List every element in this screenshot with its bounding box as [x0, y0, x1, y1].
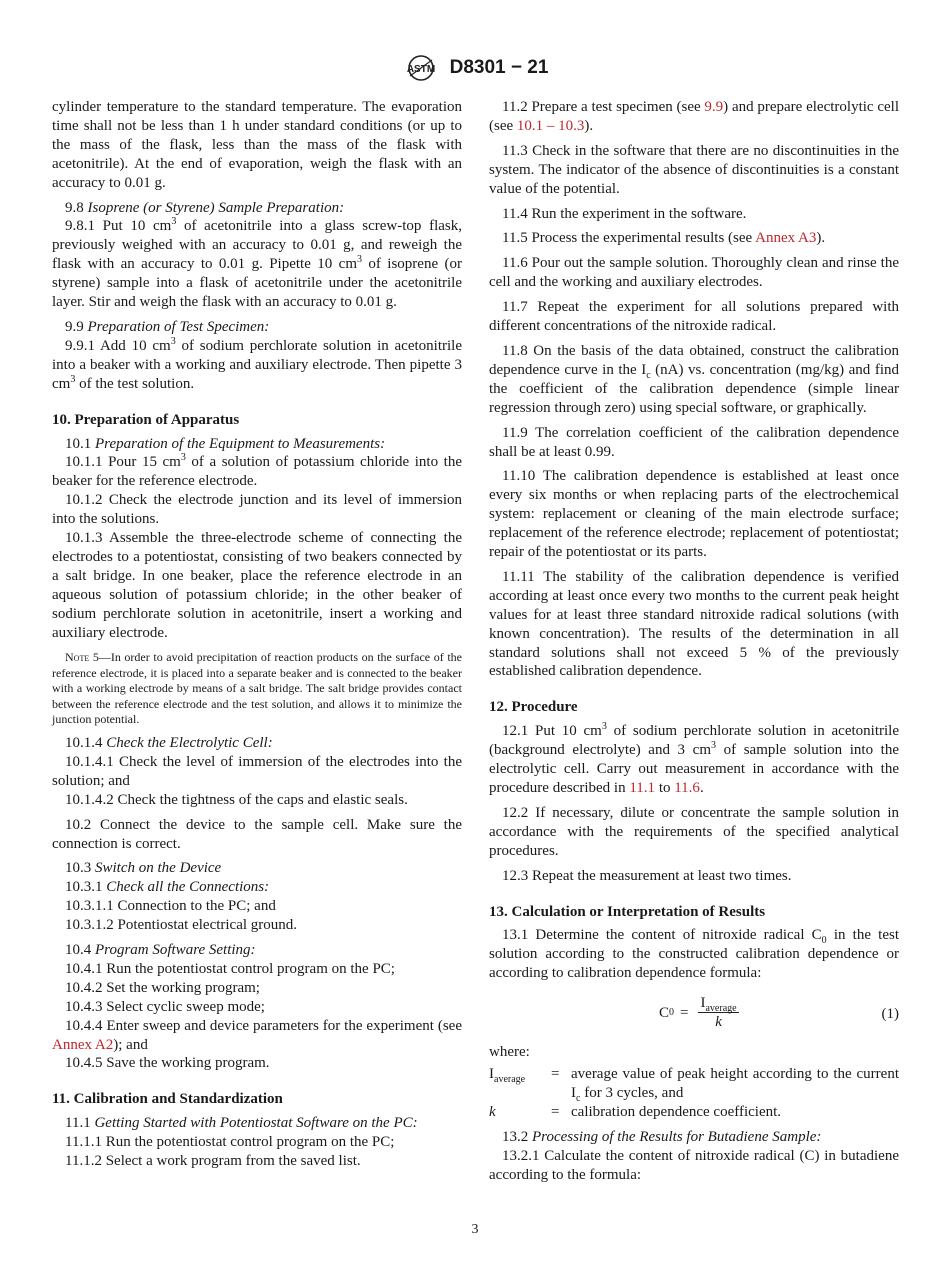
definition: calibration dependence coefficient.	[571, 1103, 782, 1120]
text: 12.3 Repeat the measurement at least two times.	[502, 867, 792, 884]
formula-numerator: I	[700, 995, 706, 1012]
note-label: Note 5	[65, 650, 99, 665]
paragraph	[52, 1152, 462, 1171]
paragraph	[489, 298, 899, 336]
text: 11.7 Repeat the experiment for all solutions prepared with different concentrations of the nitroxide radical.	[489, 299, 899, 335]
text: 11.1.2 Select a work program from the saved list.	[65, 1153, 361, 1170]
text: of isoprene (or styrene) sample into a flask of acetonitrile under the acetonitrile layer. Stir and weigh the flask with an accuracy to 0.01 g.	[52, 256, 462, 311]
text: 11.1	[65, 1115, 95, 1132]
text: 12.1 Put 10 cm	[502, 723, 602, 740]
paragraph	[52, 734, 462, 753]
equals: =	[551, 1066, 560, 1083]
text: 10.1.2 Check the electrode junction and its level of immersion into the solutions.	[52, 492, 462, 528]
text: 10.3	[65, 860, 95, 877]
paragraph	[52, 979, 462, 998]
formula-equals: =	[680, 1004, 689, 1021]
astm-logo-icon	[402, 54, 440, 82]
text: 10.1.4	[65, 734, 107, 751]
paragraph	[489, 254, 899, 292]
subsection-title: Preparation of the Equipment to Measurements:	[95, 435, 386, 452]
section-heading	[52, 411, 462, 430]
cross-reference-link[interactable]: Annex A3	[755, 230, 817, 247]
text: 12. Procedure	[489, 699, 578, 716]
text: 13. Calculation or Interpretation of Results	[489, 903, 766, 920]
text: ).	[584, 117, 594, 134]
paragraph	[489, 568, 899, 681]
symbol-sub: average	[494, 1074, 526, 1086]
paragraph	[489, 229, 899, 248]
equation-number: (1)	[881, 1006, 899, 1023]
definition-end: for 3 cycles, and	[580, 1084, 684, 1101]
paragraph	[52, 453, 462, 491]
text: 13.1 Determine the content of nitroxide radical C	[502, 927, 822, 944]
paragraph	[52, 318, 462, 337]
text: 10.3.1.1 Connection to the PC; and	[65, 898, 276, 915]
text: ) and prepare electrolytic cell (see	[489, 99, 899, 134]
text: 10.2 Connect the device to the sample cell. Make sure the connection is correct.	[52, 816, 462, 852]
paragraph	[52, 998, 462, 1017]
text: cylinder temperature to the standard temperature. The evaporation time shall not be less than 1 h under standard conditions (or up to the mass of the flask, less than the mass of the flask with acetonitrile). At the end of evaporation, weigh the flask with an accuracy to 0.01 g.	[52, 99, 462, 191]
text: —In order to avoid precipitation of reaction products on the surface of the reference electrode, it is placed into a separate beaker and is connected to the beaker with a working electrode by means of a salt bridge. The salt bridge provides contact between the reference electrode and the test solution, and allows it to minimize the junction potential.	[52, 650, 463, 727]
text: of sodium perchlorate solution in acetonitrile (background electrolyte) and 3 cm	[489, 723, 899, 759]
text: 10.3.1.2 Potentiostat electrical ground.	[65, 917, 298, 934]
text: of sodium perchlorate solution in acetonitrile into a beaker with a working and auxiliary electrode. Then pipette 3 cm	[52, 337, 462, 392]
equals: =	[551, 1103, 560, 1120]
section-heading	[489, 698, 899, 717]
paragraph	[52, 199, 462, 218]
text: 10.1.4.1 Check the level of immersion of the electrodes into the solution; and	[52, 753, 462, 789]
where-row	[489, 1103, 899, 1122]
where-label: where:	[489, 1044, 530, 1061]
superscript: 3	[711, 740, 716, 752]
cross-reference-link[interactable]: 11.1	[629, 780, 656, 796]
text: 12.2 If necessary, dilute or concentrate the sample solution in accordance with the requirements of the specified analytical procedures.	[489, 804, 899, 859]
text: 10.3.1	[65, 879, 107, 896]
subsection-title: Processing of the Results for Butadiene Sample:	[532, 1128, 822, 1145]
text: 11. Calibration and Standardization	[52, 1091, 283, 1108]
text: 11.8 On the basis of the data obtained, construct the calibration dependence curve in the I	[489, 342, 899, 378]
formula-numerator-sub: average	[705, 1003, 737, 1015]
text: 10.4.3 Select cyclic sweep mode;	[65, 998, 265, 1015]
paragraph	[52, 98, 462, 193]
text: of sample solution into the electrolytic cell. Carry out measurement in accordance with the procedure described in	[489, 742, 899, 796]
definition-sub: c	[576, 1092, 581, 1104]
cross-reference-link[interactable]: 9.9	[704, 99, 724, 115]
text: (nA) vs. concentration (mg/kg) and find the coefficient of the calibration dependence (simple linear regression through zero) using special software, or graphically.	[489, 361, 899, 416]
paragraph	[489, 722, 899, 798]
text: of a solution of potassium chloride into the beaker for the reference electrode.	[52, 454, 462, 490]
text: 10.4.2 Set the working program;	[65, 979, 260, 996]
superscript: 3	[170, 335, 176, 347]
paragraph	[489, 467, 899, 562]
text: 13.2.1 Calculate the content of nitroxide radical (C) in butadiene according to the formula:	[489, 1147, 899, 1183]
paragraph	[52, 217, 462, 312]
text: of the test solution.	[75, 375, 195, 392]
text: ); and	[113, 1036, 148, 1053]
text: 10.1.1 Pour 15 cm	[65, 454, 181, 471]
symbol: k	[489, 1103, 496, 1120]
paragraph	[52, 916, 462, 935]
subsection-title: Getting Started with Potentiostat Software on the PC:	[94, 1115, 418, 1132]
subscript: 0	[821, 935, 827, 947]
subsection-title: Program Software Setting:	[95, 942, 256, 959]
cross-reference-link[interactable]: Annex A2	[52, 1036, 114, 1053]
text: 10.4.5 Save the working program.	[65, 1055, 270, 1072]
paragraph	[489, 142, 899, 199]
paragraph	[52, 1054, 462, 1073]
definition: average value of peak height according to the current I	[571, 1066, 899, 1101]
text: 9.9	[65, 318, 88, 335]
paragraph	[52, 897, 462, 916]
subsection-title: Switch on the Device	[95, 860, 222, 877]
paragraph	[52, 337, 462, 394]
text: 11.11 The stability of the calibration dependence is verified according at least once every two months to the current peak height values for at least three standard nitroxide radical solutions (with known concentration). The results of the determination in all standard solutions shall not exceed 5 % of the previously established calibration dependence.	[489, 568, 899, 680]
superscript: 3	[70, 373, 76, 385]
section-heading	[489, 903, 899, 922]
text: 10.4.4 Enter sweep and device parameters for the experiment (see	[65, 1017, 462, 1034]
text: 9.8	[65, 199, 88, 216]
text: 9.9.1 Add 10 cm	[65, 337, 171, 354]
text: 10.1.3 Assemble the three-electrode scheme of connecting the electrodes to a potentiostat, consisting of two beakers connected by a salt bridge. In one beaker, place the reference electrode in an aqueous solution of potassium chloride; in the other beaker of sodium perchlorate solution in acetonitrile, insert a working and auxiliary electrode.	[52, 530, 462, 641]
text: 11.3 Check in the software that there are no discontinuities in the system. The indicator of the absence of discontinuities is a constant value of the potential.	[489, 142, 899, 197]
symbol: I	[489, 1066, 494, 1083]
text: 10.4	[65, 942, 95, 959]
paragraph	[52, 816, 462, 854]
paragraph	[52, 941, 462, 960]
paragraph	[489, 205, 899, 224]
text: 11.5 Process the experimental results (see	[502, 230, 756, 247]
text: 11.9 The correlation coefficient of the calibration dependence shall be at least 0.99.	[489, 424, 899, 460]
paragraph	[489, 926, 899, 983]
paragraph	[52, 791, 462, 810]
paragraph	[52, 878, 462, 897]
right-column	[489, 98, 899, 1185]
paragraph	[52, 859, 462, 878]
note	[52, 650, 462, 728]
paragraph	[52, 1017, 462, 1055]
subsection-title: Isoprene (or Styrene) Sample Preparation:	[87, 199, 345, 216]
document-designation: D8301 − 21	[449, 57, 549, 78]
superscript: 3	[357, 254, 362, 266]
subsection-title: Preparation of Test Specimen:	[87, 318, 270, 335]
paragraph	[52, 1133, 462, 1152]
paragraph	[52, 1114, 462, 1133]
text: 10. Preparation of Apparatus	[52, 411, 240, 428]
page-number: 3	[471, 1222, 479, 1237]
paragraph	[52, 960, 462, 979]
text: of acetonitrile into a glass screw-top flask, previously weighed with an accuracy to 0.01 g, and reweigh the flask with an accuracy to 0.01 g. Pipette 10 cm	[52, 218, 462, 273]
paragraph	[52, 491, 462, 529]
cross-reference-link[interactable]: 11.6	[674, 780, 700, 796]
section-heading	[52, 1090, 462, 1109]
text: 11.10 The calibration dependence is established at least once every six months or when replacing parts of the electrochemical system: replacement or cleaning of the main electrode surface; replacement of the reference electrode; replacement of potentiostat; repair of the potentiostat or its parts.	[489, 468, 899, 561]
where-definitions	[489, 1065, 899, 1122]
text: 11.4 Run the experiment in the software.	[502, 205, 747, 222]
paragraph	[489, 1128, 899, 1147]
paragraph	[52, 753, 462, 791]
paragraph	[489, 424, 899, 462]
text: in the test solution according to the constructed calibration dependence or according to calibration dependence formula:	[489, 927, 899, 982]
where-row	[489, 1065, 899, 1103]
paragraph	[489, 98, 899, 136]
text: 10.1	[65, 435, 95, 452]
text: 10.4.1 Run the potentiostat control program on the PC;	[65, 960, 395, 977]
paragraph	[52, 435, 462, 454]
paragraph	[489, 1147, 899, 1185]
superscript: 3	[601, 721, 607, 733]
text: 10.1.4.2 Check the tightness of the caps and elastic seals.	[65, 791, 408, 808]
text: 13.2	[502, 1128, 532, 1145]
text: 11.6 Pour out the sample solution. Thoroughly clean and rinse the cell and the working and auxiliary electrodes.	[489, 255, 899, 291]
formula-fraction	[698, 995, 738, 1031]
subsection-title: Check the Electrolytic Cell:	[106, 734, 273, 751]
paragraph	[489, 342, 899, 418]
subscript: c	[646, 369, 651, 381]
left-column	[52, 98, 462, 1171]
paragraph	[52, 529, 462, 642]
formula-denominator: k	[715, 1014, 722, 1031]
subsection-title: Check all the Connections:	[106, 879, 270, 896]
superscript: 3	[171, 216, 177, 228]
paragraph	[489, 867, 899, 886]
text: .	[699, 780, 704, 796]
text: to	[655, 780, 675, 796]
cross-reference-link[interactable]: 10.1 – 10.3	[516, 117, 585, 134]
text: ).	[816, 230, 826, 247]
formula-lhs: C	[659, 1004, 670, 1021]
text: 11.1.1 Run the potentiostat control program on the PC;	[65, 1134, 395, 1151]
text: 9.8.1 Put 10 cm	[65, 218, 172, 235]
paragraph	[489, 804, 899, 861]
text: 11.2 Prepare a test specimen (see	[502, 99, 705, 115]
equation-1: C 0 = $\frac{I_{average}}{k}$ (1)	[659, 995, 899, 1031]
svg-text:ASTM: ASTM	[406, 64, 435, 75]
superscript: 3	[180, 452, 186, 464]
page-header	[0, 54, 950, 82]
